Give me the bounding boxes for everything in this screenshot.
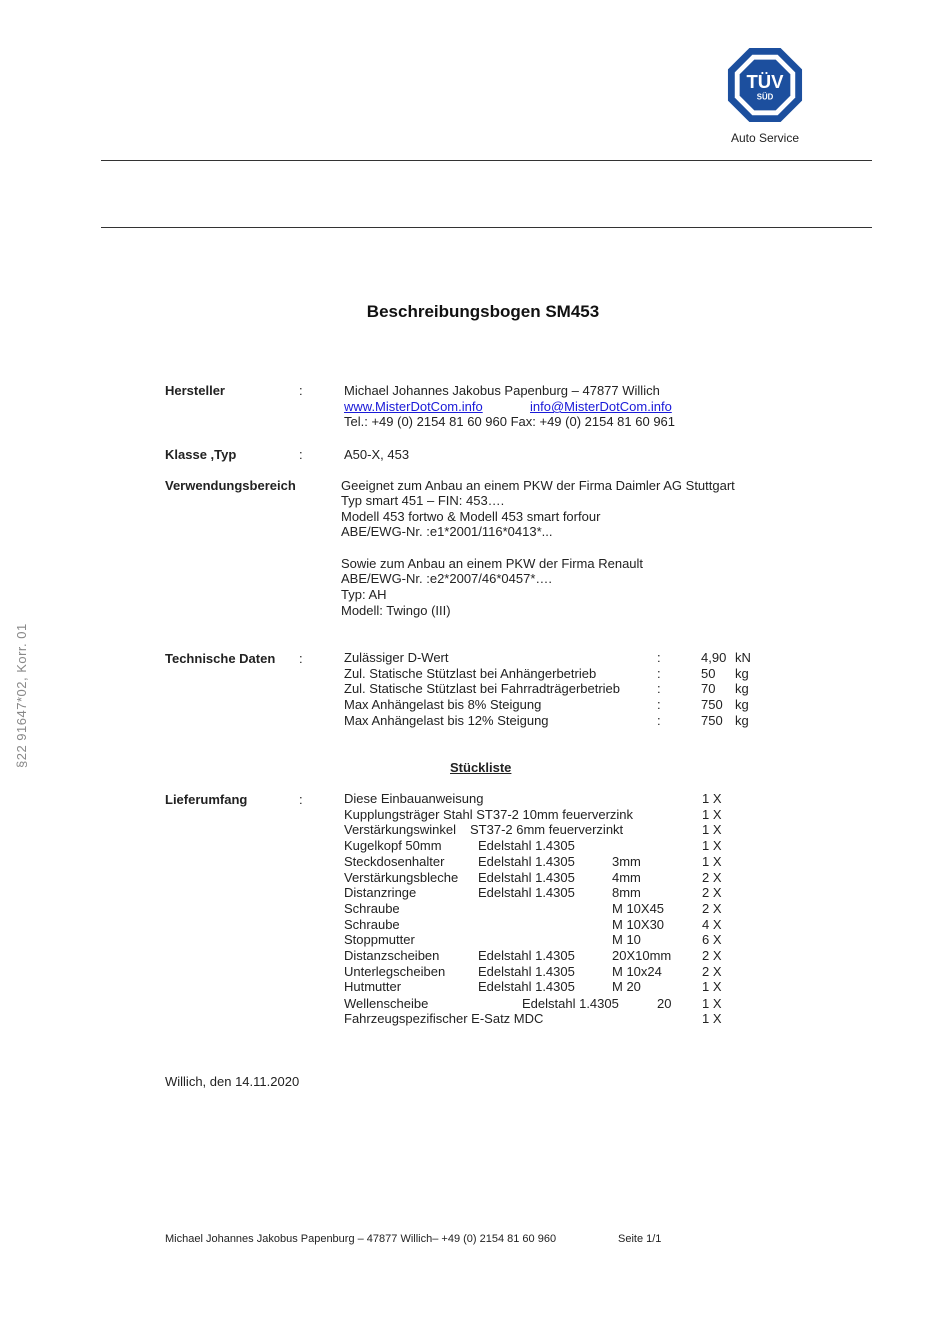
verwendung-label: Verwendungsbereich [165,478,296,493]
part-material: Edelstahl 1.4305 [478,948,575,963]
verwendung-line: Geeignet zum Anbau an einem PKW der Firma Daimler AG Stuttgart [341,478,735,493]
technik-value: 4,90 [701,650,727,665]
divider-top [101,160,872,161]
technik-colon: : [299,651,303,666]
technik-name: Max Anhängelast bis 12% Steigung [344,713,549,728]
part-size: M 20 [612,979,641,994]
technik-sep: : [657,666,661,681]
part-material: Edelstahl 1.4305 [478,885,575,900]
logo-subtext: SÜD [756,92,774,102]
footer-address: Michael Johannes Jakobus Papenburg – 47877 Willich– +49 (0) 2154 81 60 960 [165,1233,557,1245]
part-name: Wellenscheibe [344,996,429,1011]
page-number: Seite 1/1 [618,1233,662,1245]
part-size: 20X10mm [612,948,672,963]
part-material: Edelstahl 1.4305 [478,870,575,885]
part-qty: 1 X [702,822,722,837]
part-name: Steckdosenhalter [344,854,445,869]
technik-value: 70 [701,681,716,696]
technik-sep: : [657,650,661,665]
technik-value: 50 [701,666,716,681]
technik-name: Zul. Statische Stützlast bei Fahrradträgerbetrieb [344,681,621,696]
hersteller-name: Michael Johannes Jakobus Papenburg – 47877 Willich [344,383,660,398]
technik-unit: kg [735,681,749,696]
part-name: Stoppmutter [344,932,415,947]
part-name: Diese Einbauanweisung [344,791,484,806]
part-name: Distanzscheiben [344,948,440,963]
lieferumfang-colon: : [299,792,303,807]
part-qty: 2 X [702,964,722,979]
part-qty: 1 X [702,807,722,822]
divider-bottom [101,227,872,228]
part-name: Hutmutter [344,979,402,994]
part-name: Kugelkopf 50mm [344,838,442,853]
lieferumfang-label: Lieferumfang [165,792,248,807]
klasse-colon: : [299,447,303,462]
part-size: M 10X45 [612,901,665,916]
part-qty: 2 X [702,948,722,963]
part-size: 8mm [612,885,641,900]
logo-text: TÜV [746,70,784,92]
email-link[interactable]: info@MisterDotCom.info [530,399,672,414]
part-qty: 6 X [702,932,722,947]
technik-name: Zul. Statische Stützlast bei Anhängerbetrieb [344,666,597,681]
part-qty: 1 X [702,996,722,1011]
technik-unit: kg [735,697,749,712]
verwendung-line: ABE/EWG-Nr. :e1*2001/116*0413*... [341,524,553,539]
part-size: 3mm [612,854,641,869]
part-material: Edelstahl 1.4305 [478,854,575,869]
part-material: ST37-2 6mm feuerverzinkt [470,822,624,837]
part-qty: 1 X [702,854,722,869]
klasse-value: A50-X, 453 [344,447,410,462]
place-date: Willich, den 14.11.2020 [165,1074,300,1089]
verwendung-line: Sowie zum Anbau an einem PKW der Firma Renault [341,556,644,571]
part-name: Schraube [344,901,400,916]
hersteller-label: Hersteller [165,383,225,398]
part-qty: 1 X [702,791,722,806]
part-name: Schraube [344,917,400,932]
part-qty: 4 X [702,917,722,932]
part-qty: 1 X [702,838,722,853]
page-title: Beschreibungsbogen SM453 [366,302,600,321]
part-qty: 2 X [702,885,722,900]
part-qty: 2 X [702,901,722,916]
verwendung-line: ABE/EWG-Nr. :e2*2007/46*0457*…. [341,571,553,586]
verwendung-line: Typ smart 451 – FIN: 453…. [341,493,505,508]
verwendung-line: Modell 453 fortwo & Modell 453 smart forfour [341,509,601,524]
technik-sep: : [657,713,661,728]
klasse-label: Klasse ,Typ [165,447,237,462]
technik-label: Technische Daten [165,651,276,666]
technik-unit: kN [735,650,751,665]
technik-value: 750 [701,713,723,728]
part-name: Verstärkungsbleche [344,870,459,885]
part-size: M 10X30 [612,917,665,932]
side-note: §22 91647*02, Korr. 01 [14,623,29,768]
technik-sep: : [657,681,661,696]
part-name: Distanzringe [344,885,417,900]
part-material: Edelstahl 1.4305 [478,979,575,994]
part-material: Edelstahl 1.4305 [478,838,575,853]
part-size: 4mm [612,870,641,885]
part-qty: 1 X [702,1011,722,1026]
technik-unit: kg [735,713,749,728]
part-size: 20 [657,996,672,1011]
part-name: Verstärkungswinkel [344,822,456,837]
technik-value: 750 [701,697,723,712]
part-name: Unterlegscheiben [344,964,446,979]
part-size: M 10x24 [612,964,662,979]
website-link[interactable]: www.MisterDotCom.info [344,399,483,414]
part-material: Edelstahl 1.4305 [522,996,619,1011]
stueckliste-title: Stückliste [450,760,512,775]
logo-caption: Auto Service [730,131,800,145]
part-material: Edelstahl 1.4305 [478,964,575,979]
part-qty: 1 X [702,979,722,994]
verwendung-line: Modell: Twingo (III) [341,603,451,618]
hersteller-colon: : [299,383,303,398]
technik-unit: kg [735,666,749,681]
technik-name: Max Anhängelast bis 8% Steigung [344,697,542,712]
technik-sep: : [657,697,661,712]
part-name: Kupplungsträger Stahl ST37-2 10mm feuerverzink [344,807,634,822]
part-qty: 2 X [702,870,722,885]
technik-name: Zulässiger D-Wert [344,650,449,665]
tuv-sud-logo [726,46,804,124]
part-name: Fahrzeugspezifischer E-Satz MDC [344,1011,544,1026]
part-size: M 10 [612,932,641,947]
verwendung-line: Typ: AH [341,587,387,602]
hersteller-tel: Tel.: +49 (0) 2154 81 60 960 Fax: +49 (0) 2154 81 60 961 [344,414,676,429]
